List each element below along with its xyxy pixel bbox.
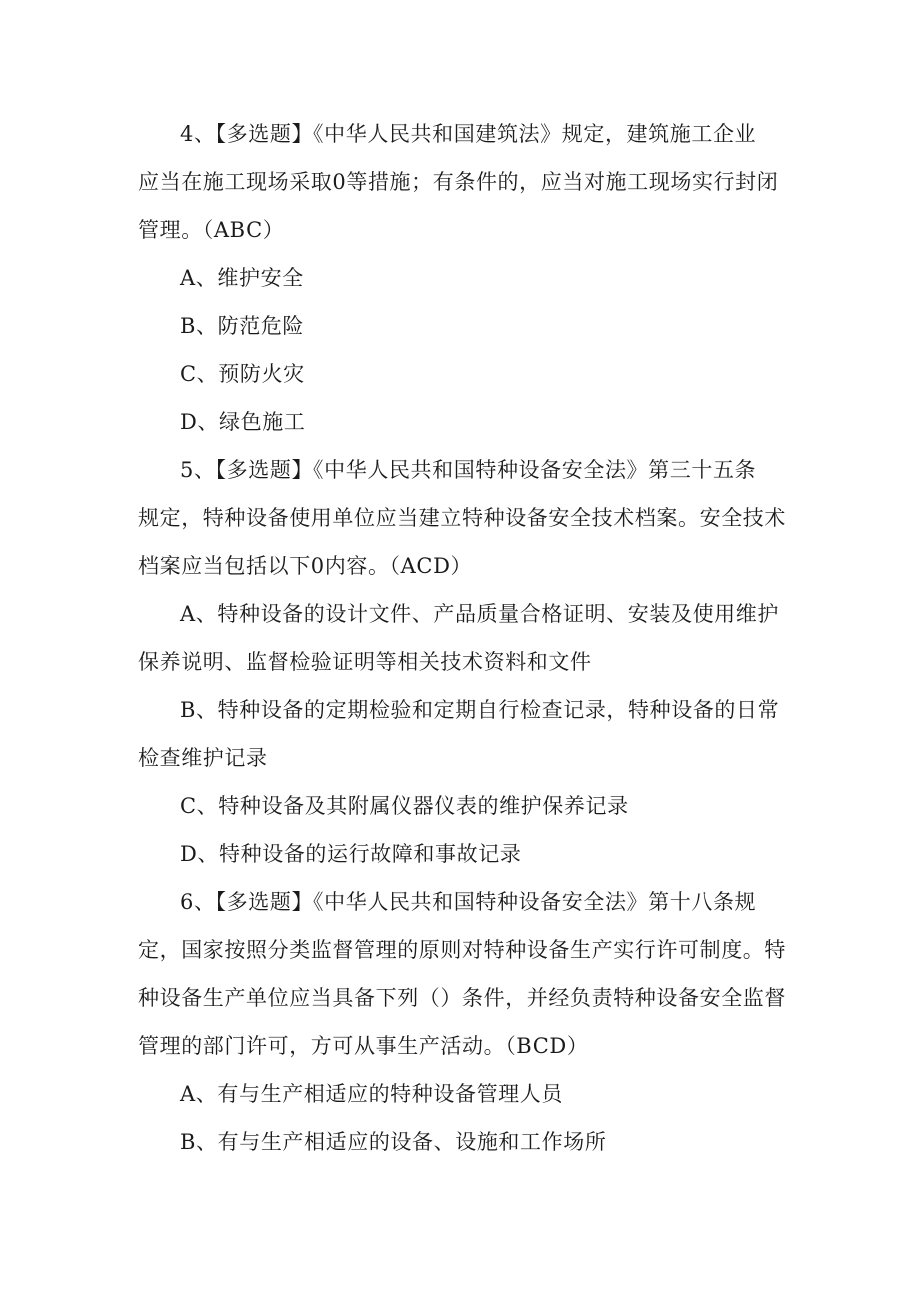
- question-5-stem-line-1: 5、【多选题】《中华人民共和国特种设备安全法》第三十五条: [180, 458, 757, 482]
- question-6-stem-line-2: 定，国家按照分类监督管理的原则对特种设备生产实行许可制度。特: [138, 938, 786, 962]
- question-6-stem-line-3: 种设备生产单位应当具备下列（）条件，并经负责特种设备安全监督: [138, 986, 786, 1010]
- question-5-option-c: C、特种设备及其附属仪器仪表的维护保养记录: [180, 794, 629, 818]
- question-5-option-b-line-2: 检查维护记录: [138, 746, 268, 770]
- question-5-option-a-line-2: 保养说明、监督检验证明等相关技术资料和文件: [138, 650, 592, 674]
- question-4-stem-line-1: 4、【多选题】《中华人民共和国建筑法》规定，建筑施工企业: [180, 122, 757, 146]
- question-6-stem-line-1: 6、【多选题】《中华人民共和国特种设备安全法》第十八条规: [180, 890, 757, 914]
- question-4-option-d: D、绿色施工: [180, 410, 306, 434]
- question-4-stem-line-3: 管理。（ABC）: [138, 218, 285, 242]
- question-6-option-b: B、有与生产相适应的设备、设施和工作场所: [180, 1130, 607, 1154]
- question-5-option-d: D、特种设备的运行故障和事故记录: [180, 842, 522, 866]
- question-6-option-a: A、有与生产相适应的特种设备管理人员: [180, 1082, 563, 1106]
- question-4-stem-line-2: 应当在施工现场采取0等措施；有条件的，应当对施工现场实行封闭: [138, 170, 779, 194]
- question-5-stem-line-3: 档案应当包括以下0内容。（ACD）: [138, 554, 473, 578]
- question-6-stem-line-4: 管理的部门许可，方可从事生产活动。（BCD）: [138, 1034, 589, 1058]
- question-5-option-b-line-1: B、特种设备的定期检验和定期自行检查记录，特种设备的日常: [180, 698, 780, 722]
- question-4-option-b: B、防范危险: [180, 314, 305, 338]
- question-5-stem-line-2: 规定，特种设备使用单位应当建立特种设备安全技术档案。安全技术: [138, 506, 786, 530]
- question-5-option-a-line-1: A、特种设备的设计文件、产品质量合格证明、安装及使用维护: [180, 602, 779, 626]
- question-4-option-c: C、预防火灾: [180, 362, 305, 386]
- question-4-option-a: A、维护安全: [180, 266, 304, 290]
